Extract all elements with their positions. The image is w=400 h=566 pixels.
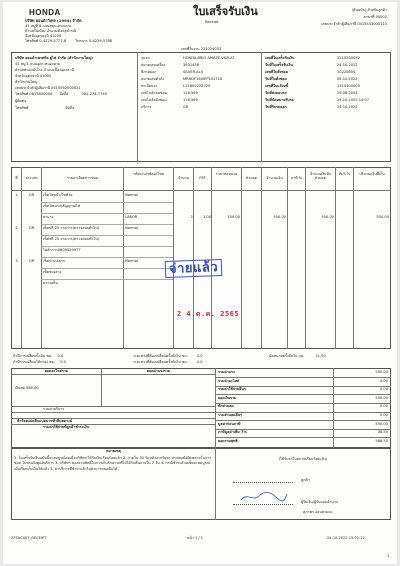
phone-value: 0813800000 [29,92,53,96]
customer-name: บริษัท ฮอนด้าเพรสทีจ ยู่ไฟ จำกัด (สำนักงานใหญ่) [15,56,93,60]
summary-line-value: 550.00 [375,395,388,400]
summary-line-label: รวมค่าแรง [218,370,235,374]
table-cell-net: 550.00 [321,215,334,219]
summary-line-value: 0.00 [379,404,388,409]
table-cell-desc: เช็คฟรี 25 รายการ(ตรวจสอบทั่วไป) [43,226,99,230]
summary-line-value: 588.50 [375,438,388,443]
th-code: รหัสงาน/รหัสอะไหล่ [133,172,164,176]
service-label: บริการ [141,105,152,109]
company-address-3: จังหวัดอุดรธานี 41230 [25,34,62,38]
customer-phone [15,92,107,96]
summary-line-label: มูลค่าก่อนภาษี [218,421,241,426]
table-cell-desc: ความเห็น [43,281,58,285]
oil-value: 0.0 [57,354,64,358]
doc-subtitle: Receipt [205,20,219,24]
mileage-out: 118,569 [183,98,198,102]
color-label: สีภายนอก [141,70,157,74]
summary-line-label: รวมส่วนลดอื่นๆ [218,413,243,417]
customer-address-2: ตำบลหนองสำโรง อำเภอเมืองอุดรธานี [15,68,75,72]
th-total: ปริมาณเงินที่เก็บ [359,172,385,176]
paid-stamp: จ่ายแล้ว [165,259,223,278]
summary-box [11,368,391,448]
receiver-note: (ได้รับรถในสภาพเรียบร้อยแล้ว) [278,457,328,461]
filter-label: ถ้ามีการเปลี่ยนไส้กรอง ซม. [13,360,56,364]
page-number: หน้า 1 / 1 [187,536,204,540]
job-number [181,47,221,51]
company-phone [25,39,112,43]
summary-line-label: ยอดรวมสุทธิ [218,438,238,443]
summary-line-value: 38.50 [377,430,388,435]
mobile-label: มือถือ [59,92,69,96]
contact-phone [15,106,74,110]
table-cell-code: LABOR [125,215,138,219]
printed-timestamp: 24.10.2022 15:01:12 [327,536,365,540]
th-no: ที่ [15,176,18,180]
th-vat: ภาษี % [290,176,303,180]
table-cell-no: 3 [15,259,18,263]
company-address-1: 41 หมู่ที่ 8 ถนนสุขุม-ทรงแปน [25,24,71,28]
plate-label: ทะเบียนรถ [141,84,158,88]
table-cell-no: 1 [15,193,18,197]
table-cell-desc: เช็คฟรี 25 รายการ(ตรวจสอบทั่วไป) [43,237,99,241]
th-type: ประเภท [25,176,38,180]
cashier-name: สุภาพร อ่อนสามดง [303,510,333,514]
receipt-date-label: วันที่ใบเสร็จรับเงิน [265,63,293,67]
vehicle-color: SILVER-ALS [183,70,203,74]
mileage-in-label: เลขไมล์ก่อนซ่อม [141,91,168,95]
plate-number: L12B02222725 [183,84,211,88]
summary-line-label: หักส่วนลด [218,404,234,409]
remark-text: 1. ใบเสร็จรับเงินฉบับนี้จะสมบูรณ์ต่อเมื่อบริษัทฯ ได้รับเงินเรียบร้อยแล้ว 2. ภายใน 30 วันหลังจากรับรถ หากพบข้อผิดพลาดในการซ่อม โปรดแจ้งศูนย์บริการ 3. บริษัทฯ ขอสงวนสิทธิ์ในการเก็บรักษารถที่ไม่ได้รับคืนภายใน 7 วัน 4. กรณีชำระด้วยเช็คจะสมบูรณ์เมื่อเรียกเก็บเงินได้แล้ว 5. ค่าบริการที่ชำระแล้วไม่สามารถขอคืนได้ [14,456,212,471]
invoice-no: 1310400005 [337,84,360,88]
customer-address-3: จังหวัดอุดรธานี 41000 [15,74,52,78]
fax-label: โทรสาร [75,39,88,43]
cashier-sign-label: ผู้รับเงิน/ผู้รับมอบอำนาจ [301,500,338,504]
summary-line-value: 550.00 [375,370,388,374]
th-amount: จำนวนเงิน [266,176,283,180]
customer-address-1: 41 หมู่ 1 ถนนอุดร-หนองคาย [15,62,61,66]
appoint-label: วันที่นัดหมายรับรถ [265,98,294,102]
table-cell-desc: เช็คระบบเบรก [43,259,66,263]
date-stamp: 2 4 ต.ค. 2565 [177,310,240,318]
vehicle-model-label: รุ่นรถ [141,56,150,60]
service-type: GR [183,105,189,109]
table-cell-frt: 1.00 [202,215,211,219]
customer-tax-id: เลขประจำตัวผู้เสียภาษี 0415562000021 [15,86,81,90]
table-cell-type: GR [28,193,35,197]
signature-scribble [239,490,289,504]
invoice-no-label: เลขที่ใบแจ้งหนี้ [265,84,289,88]
th-net: จำนวนเงินหักส่วนลด [309,172,332,181]
summary-line-label: ภาษีมูลค่าเพิ่ม 7% [218,430,248,435]
form-code: ZFSVC007_RECEIPT [11,536,47,540]
th-qty: จำนวน [177,176,190,180]
tax-id-value: 0415533000115 [357,22,387,26]
branch-value: 00002 [375,15,387,19]
th-disc: ส่วนลด [245,176,258,180]
chassis-number: MRHDF16J0EP101718 [183,77,223,81]
table-cell-type: GR [28,259,35,263]
job-no-label: เลขที่ใบงาน [181,47,200,51]
filter-next [133,360,203,364]
parts-total-label: ยอดอะไหล่รวม [44,369,69,373]
total-words-label: รวมค่าบริการ [43,407,65,411]
filter-next-value: 0.0 [196,360,203,364]
table-cell-desc: เช็คไฟหน้า/ไฟท้าย [43,193,73,197]
appoint-datetime: 24.10.2022 14:07 [337,98,370,102]
order-date: 24.10.2022 [337,77,358,81]
cash-amount: เงินสด 589.00 [15,386,39,390]
summary-line-label: ยอดเงินรวม [218,395,237,400]
delivery-date-label: วันที่ส่งมอบรถ [265,91,287,95]
engine-number: 3931456 [183,63,200,67]
table-cell-desc: เช็คไฟเบรก/สัญญาณไฟ [43,204,81,208]
table-cell-amount: 550.00 [273,215,286,219]
tax-id [321,22,387,26]
th-desc: รายละเอียดการซ่อม [66,176,99,180]
receipt-date: 24.10.2022 [337,63,358,67]
tel-label: โทรศัพท์ [25,39,39,43]
table-cell-code: Normal [125,259,139,263]
th-unit: ราคาต่อหน่วย [215,172,238,176]
company-address-2: ตำบลในเมือง อำเภอเมืองจุฬารณี [25,29,76,33]
tel-value: 0-4229-5777-8 [39,39,67,43]
mobile-value: 081-274-7749 [81,92,107,96]
done-label: วันที่รับรถออก [265,105,287,109]
labor-total-label: ยอดค่าแรงรวม [146,369,171,373]
receipt-page [3,2,397,564]
copy-label: (ต้นฉบับ) สำหรับลูกค้า [351,8,387,12]
phone-label: โทรศัพท์ [15,92,29,96]
next-value: 11,50 [315,354,326,358]
contact-mobile-label: มือถือ [65,106,75,110]
delivery-date: 29.08.2014 [337,91,358,95]
table-cell-qty: 1 [190,215,193,219]
summary-line-label: รวมค่าอะไหล่ [218,378,240,383]
oil-next [133,354,203,358]
chassis-label: หมายเลขตัวถัง [141,77,165,81]
next-appoint [269,354,326,358]
table-cell-desc: เช็คช่วงล่าง [43,270,62,274]
oil-change [13,354,63,358]
table-cell-desc: ไม่ต่ำกว่า0809429977 [43,248,81,252]
total-in-words: ห้าร้อยแปดสิบแปดบาทห้าสิบสตางค์ [17,419,73,423]
summary-line-value: 550.00 [375,421,388,426]
filter-change [13,360,66,364]
engine-label: หมายเลขเครื่อง [141,63,166,67]
filter-next-label: ระยะทางที่ต้องเปลี่ยนครั้งถัดไป ซม. [133,360,188,364]
summary-line-value: 0.00 [379,378,388,383]
vehicle-model: HONDA-BRIO AMAZE-V&R-AT [183,56,235,60]
contact-phone-label: โทรศัพท์ [15,106,29,110]
receipt-no-label: เลขที่ใบเสร็จรับเงิน [265,56,295,60]
company-name: บริษัท ฮอนด้าวีเทจ (1994) จำกัด [25,18,82,23]
done-date: 24.10.2022 [337,105,358,109]
honda-logo: HONDA [29,8,61,17]
order-no: 10220804 [337,70,356,74]
filter-value: 0.0 [60,360,66,364]
next-label: นัดหมายครั้งถัดไป กม. [269,354,305,358]
customer-branch: สำนักงานใหญ่ [15,80,38,84]
branch-label: สาขาที่ [363,15,375,19]
fax-value: 0-4229-5788 [88,39,113,43]
table-cell-code: Normal [125,226,139,230]
summary-line-value: 0.00 [379,413,388,417]
table-cell-code: Normal [125,193,139,197]
order-no-label: เลขที่ใบสั่งซ่อม [265,70,289,74]
table-cell-desc: ค่าแรง [43,215,54,219]
customer-sign-label: ลูกค้า [301,478,310,482]
table-cell-no: 2 [15,226,18,230]
page-mark: 1 [387,554,390,558]
oil-next-value: 0.0 [196,354,203,358]
mileage-in: 118,569 [183,91,198,95]
tax-id-label: เลขประจำตัวผู้เสียภาษี [321,22,357,26]
table-cell-unit: 550.00 [227,215,240,219]
job-no-value: 221024033 [200,47,222,51]
branch [363,15,387,19]
remark-label: หมายเหตุ [106,449,121,453]
receipt-no: 1210200092 [337,56,360,60]
table-cell-total: 550.00 [376,215,389,219]
ws-label: รวมค่าใช้จ่ายที่ลูกค้าชำระเงิน [43,425,90,429]
th-frt: FRT [199,176,206,180]
summary-line-label: รวมค่าใช้จ่ายอื่นๆ [218,387,246,392]
table-cell-type: GR [28,226,35,230]
mileage-out-label: เลขไมล์หลังซ่อม [141,98,167,102]
summary-line-value: 0.00 [379,387,388,392]
order-date-label: วันที่ใบสั่งซ่อม [265,77,287,81]
oil-next-label: ระยะทางที่ต้องเปลี่ยนครั้งถัดไป ซม. [133,354,188,358]
oil-label: ถ้ามีการเปลี่ยนน้ำมัน ซม. [13,354,53,358]
th-ws: W/S % [338,172,351,176]
doc-title: ใบเสร็จรับเงิน [193,5,258,18]
contact-label: ผู้ติดต่อ [15,99,27,103]
